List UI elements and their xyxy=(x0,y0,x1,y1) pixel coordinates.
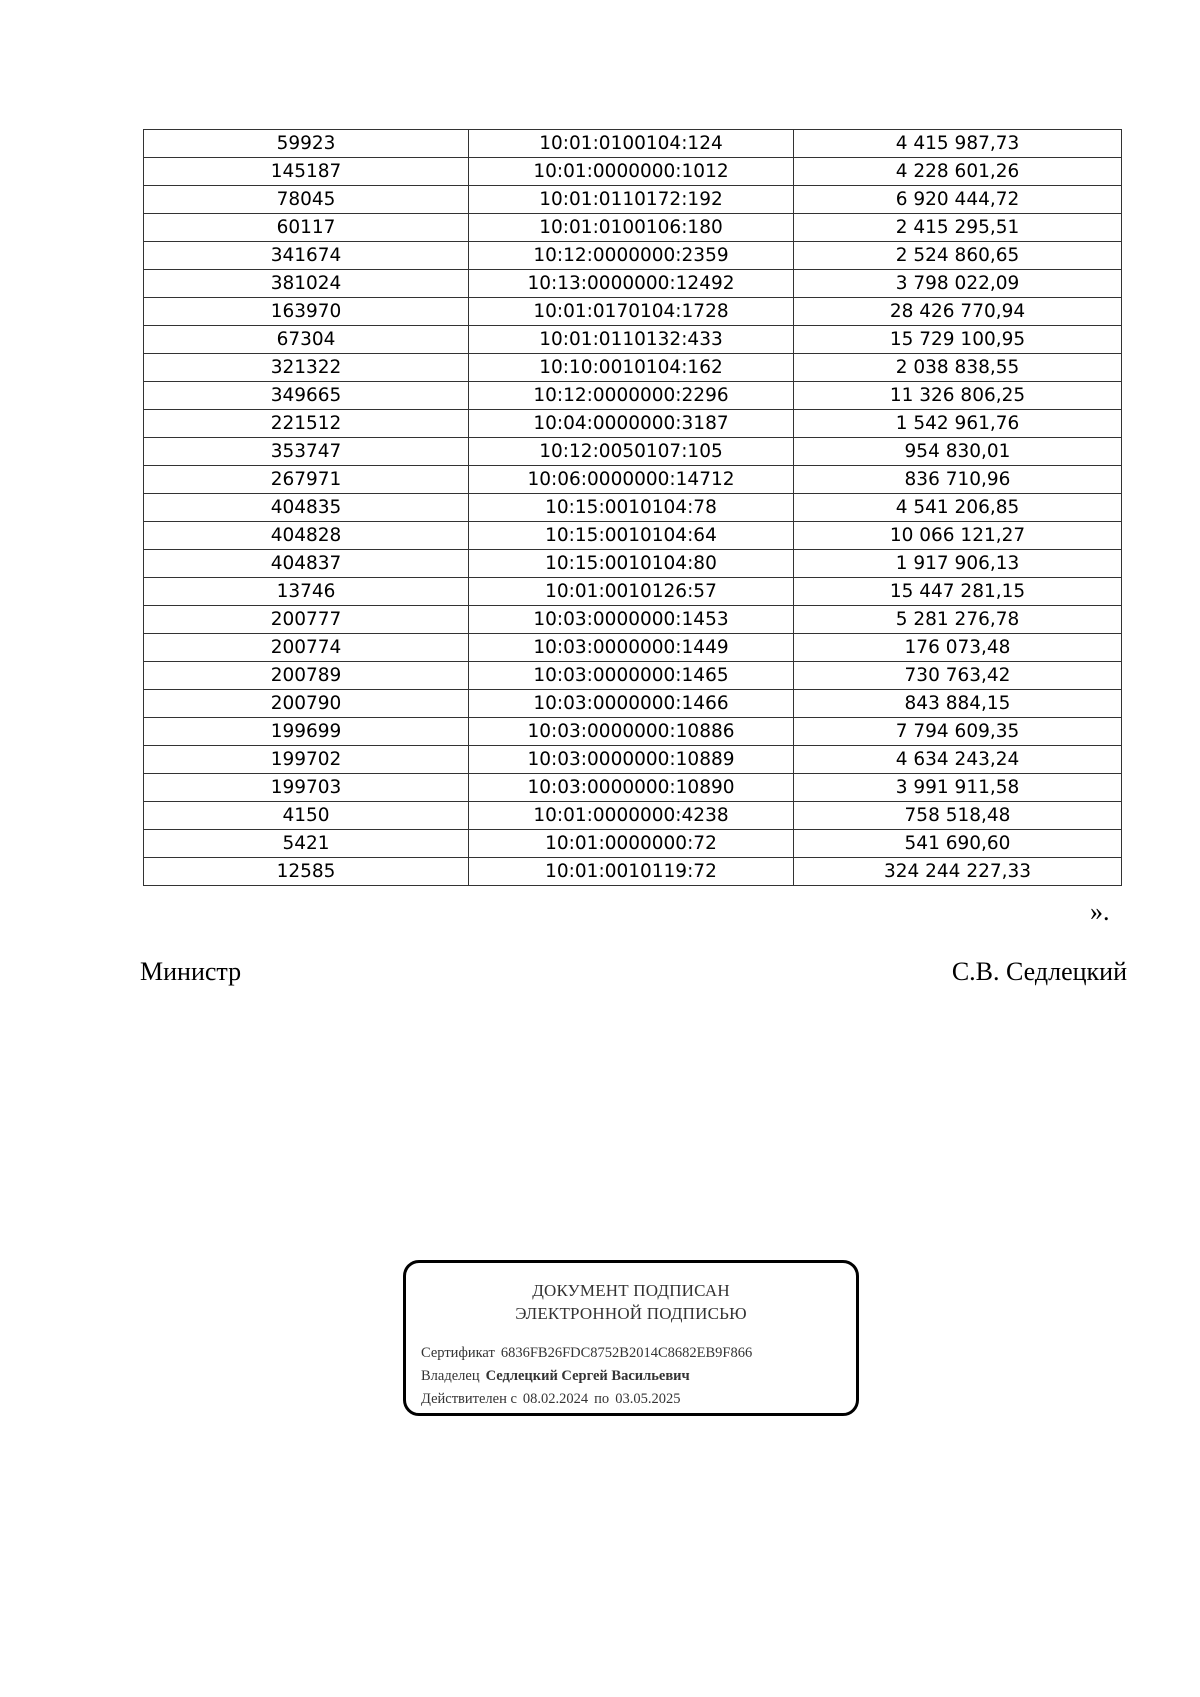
object-number-cell: 349665 xyxy=(144,382,469,410)
table-row xyxy=(144,550,1122,578)
object-number-cell: 67304 xyxy=(144,326,469,354)
object-number-cell: 200777 xyxy=(144,606,469,634)
object-number-cell: 145187 xyxy=(144,158,469,186)
cadastral-value-cell: 4 228 601,26 xyxy=(794,158,1122,186)
cadastral-number-cell: 10:01:0000000:4238 xyxy=(469,802,794,830)
stamp-heading-line-2: ЭЛЕКТРОННОЙ ПОДПИСЬЮ xyxy=(515,1304,747,1323)
cadastral-value-cell: 4 541 206,85 xyxy=(794,494,1122,522)
object-number-cell: 199702 xyxy=(144,746,469,774)
cadastral-number-cell: 10:03:0000000:1453 xyxy=(469,606,794,634)
stamp-valid-from: 08.02.2024 xyxy=(522,1391,589,1407)
cadastral-value-cell: 176 073,48 xyxy=(794,634,1122,662)
table-row xyxy=(144,382,1122,410)
cadastral-number-cell: 10:03:0000000:10886 xyxy=(469,718,794,746)
signer-position: Министр xyxy=(140,957,242,986)
table-row xyxy=(144,130,1122,158)
cadastral-value-cell: 541 690,60 xyxy=(794,830,1122,858)
table-row xyxy=(144,662,1122,690)
cadastral-number-cell: 10:06:0000000:14712 xyxy=(469,466,794,494)
table-row xyxy=(144,690,1122,718)
cadastral-number-cell: 10:10:0010104:162 xyxy=(469,354,794,382)
cadastral-number-cell: 10:03:0000000:10890 xyxy=(469,774,794,802)
object-number-cell: 13746 xyxy=(144,578,469,606)
cadastral-value-cell: 15 447 281,15 xyxy=(794,578,1122,606)
stamp-validity-line xyxy=(421,1389,680,1409)
cadastral-value-cell: 2 038 838,55 xyxy=(794,354,1122,382)
cadastral-number-cell: 10:03:0000000:1465 xyxy=(469,662,794,690)
cadastral-value-cell: 4 415 987,73 xyxy=(794,130,1122,158)
cadastral-number-cell: 10:12:0000000:2359 xyxy=(469,242,794,270)
cadastral-value-cell: 324 244 227,33 xyxy=(794,858,1122,886)
cadastral-value-cell: 11 326 806,25 xyxy=(794,382,1122,410)
table-row xyxy=(144,718,1122,746)
cadastral-number-cell: 10:01:0100104:124 xyxy=(469,130,794,158)
table-row xyxy=(144,774,1122,802)
cadastral-number-cell: 10:04:0000000:3187 xyxy=(469,410,794,438)
table-row xyxy=(144,830,1122,858)
registry-table xyxy=(143,129,1122,886)
object-number-cell: 12585 xyxy=(144,858,469,886)
cadastral-value-cell: 1 542 961,76 xyxy=(794,410,1122,438)
cadastral-number-cell: 10:01:0170104:1728 xyxy=(469,298,794,326)
object-number-cell: 4150 xyxy=(144,802,469,830)
table-row xyxy=(144,522,1122,550)
cadastral-number-cell: 10:13:0000000:12492 xyxy=(469,270,794,298)
object-number-cell: 404835 xyxy=(144,494,469,522)
cadastral-value-cell: 7 794 609,35 xyxy=(794,718,1122,746)
object-number-cell: 60117 xyxy=(144,214,469,242)
cadastral-value-cell: 4 634 243,24 xyxy=(794,746,1122,774)
cadastral-number-cell: 10:12:0000000:2296 xyxy=(469,382,794,410)
cadastral-value-cell: 954 830,01 xyxy=(794,438,1122,466)
table-row xyxy=(144,298,1122,326)
cadastral-number-cell: 10:15:0010104:80 xyxy=(469,550,794,578)
object-number-cell: 404837 xyxy=(144,550,469,578)
object-number-cell: 199703 xyxy=(144,774,469,802)
stamp-valid-to-label: по xyxy=(594,1391,610,1407)
stamp-heading xyxy=(406,1279,856,1325)
table-row xyxy=(144,746,1122,774)
stamp-certificate-value: 6836FB26FDC8752B2014C8682EB9F866 xyxy=(500,1345,753,1361)
table-row xyxy=(144,214,1122,242)
cadastral-value-cell: 836 710,96 xyxy=(794,466,1122,494)
stamp-heading-line-1: ДОКУМЕНТ ПОДПИСАН xyxy=(532,1281,730,1300)
cadastral-value-cell: 2 415 295,51 xyxy=(794,214,1122,242)
stamp-owner-line xyxy=(421,1366,690,1386)
object-number-cell: 353747 xyxy=(144,438,469,466)
table-row xyxy=(144,158,1122,186)
stamp-certificate-label: Сертификат xyxy=(421,1345,495,1361)
table-row xyxy=(144,634,1122,662)
object-number-cell: 200774 xyxy=(144,634,469,662)
table-row xyxy=(144,242,1122,270)
stamp-valid-label: Действителен с xyxy=(421,1391,517,1407)
object-number-cell: 221512 xyxy=(144,410,469,438)
cadastral-value-cell: 3 798 022,09 xyxy=(794,270,1122,298)
object-number-cell: 200790 xyxy=(144,690,469,718)
cadastral-value-cell: 5 281 276,78 xyxy=(794,606,1122,634)
cadastral-number-cell: 10:01:0000000:72 xyxy=(469,830,794,858)
cadastral-value-cell: 2 524 860,65 xyxy=(794,242,1122,270)
stamp-certificate-line xyxy=(421,1343,752,1363)
object-number-cell: 200789 xyxy=(144,662,469,690)
cadastral-number-cell: 10:03:0000000:1449 xyxy=(469,634,794,662)
table-row xyxy=(144,494,1122,522)
cadastral-value-cell: 1 917 906,13 xyxy=(794,550,1122,578)
table-row xyxy=(144,410,1122,438)
table-row xyxy=(144,326,1122,354)
stamp-valid-to: 03.05.2025 xyxy=(615,1391,681,1407)
cadastral-number-cell: 10:12:0050107:105 xyxy=(469,438,794,466)
cadastral-value-cell: 730 763,42 xyxy=(794,662,1122,690)
cadastral-number-cell: 10:15:0010104:64 xyxy=(469,522,794,550)
table-row xyxy=(144,438,1122,466)
cadastral-number-cell: 10:01:0010119:72 xyxy=(469,858,794,886)
cadastral-value-cell: 28 426 770,94 xyxy=(794,298,1122,326)
cadastral-number-cell: 10:01:0000000:1012 xyxy=(469,158,794,186)
cadastral-value-cell: 10 066 121,27 xyxy=(794,522,1122,550)
cadastral-number-cell: 10:03:0000000:1466 xyxy=(469,690,794,718)
cadastral-value-cell: 3 991 911,58 xyxy=(794,774,1122,802)
object-number-cell: 381024 xyxy=(144,270,469,298)
electronic-signature-stamp xyxy=(403,1260,859,1416)
table-row xyxy=(144,354,1122,382)
cadastral-number-cell: 10:15:0010104:78 xyxy=(469,494,794,522)
object-number-cell: 163970 xyxy=(144,298,469,326)
stamp-owner-value: Седлецкий Сергей Васильевич xyxy=(485,1368,690,1384)
table-row xyxy=(144,466,1122,494)
object-number-cell: 341674 xyxy=(144,242,469,270)
object-number-cell: 321322 xyxy=(144,354,469,382)
table-row xyxy=(144,578,1122,606)
table-row xyxy=(144,270,1122,298)
registry-table-body xyxy=(144,130,1122,886)
cadastral-value-cell: 843 884,15 xyxy=(794,690,1122,718)
table-row xyxy=(144,802,1122,830)
cadastral-value-cell: 758 518,48 xyxy=(794,802,1122,830)
cadastral-value-cell: 15 729 100,95 xyxy=(794,326,1122,354)
signer-name: С.В. Седлецкий xyxy=(951,957,1127,986)
object-number-cell: 78045 xyxy=(144,186,469,214)
cadastral-number-cell: 10:03:0000000:10889 xyxy=(469,746,794,774)
closing-quote-mark: ». xyxy=(1090,897,1110,926)
cadastral-value-cell: 6 920 444,72 xyxy=(794,186,1122,214)
cadastral-number-cell: 10:01:0100106:180 xyxy=(469,214,794,242)
table-row xyxy=(144,606,1122,634)
object-number-cell: 5421 xyxy=(144,830,469,858)
object-number-cell: 404828 xyxy=(144,522,469,550)
cadastral-number-cell: 10:01:0110132:433 xyxy=(469,326,794,354)
cadastral-number-cell: 10:01:0110172:192 xyxy=(469,186,794,214)
stamp-owner-label: Владелец xyxy=(421,1368,480,1384)
cadastral-number-cell: 10:01:0010126:57 xyxy=(469,578,794,606)
table-row xyxy=(144,858,1122,886)
object-number-cell: 199699 xyxy=(144,718,469,746)
object-number-cell: 59923 xyxy=(144,130,469,158)
table-row xyxy=(144,186,1122,214)
object-number-cell: 267971 xyxy=(144,466,469,494)
